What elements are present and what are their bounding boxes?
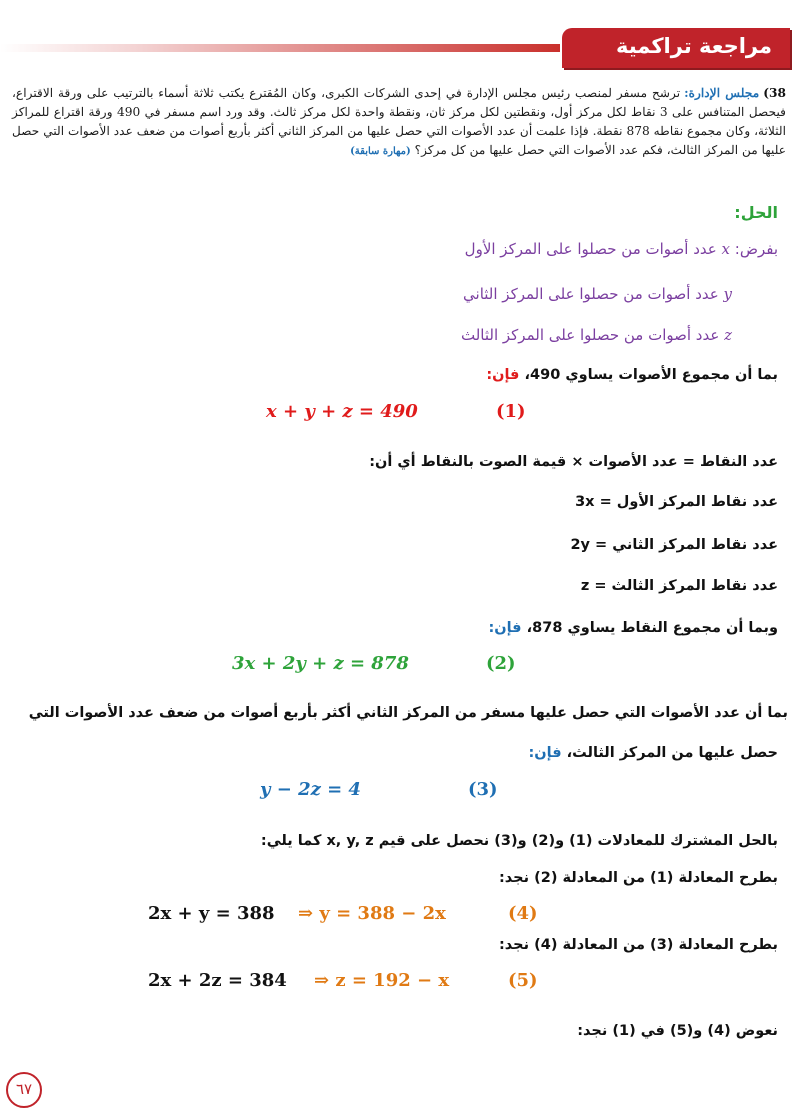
total-votes-line (486, 367, 778, 383)
points-third: عدد نقاط المركز الثالث = z (580, 578, 778, 594)
equation-5-number: (5) (508, 970, 538, 991)
substitute-text: نعوض (4) و(5) في (1) نجد: (577, 1023, 778, 1039)
equation-5-right: ⇒ z = 192 − x (314, 970, 450, 991)
condition-line-1: بما أن عدد الأصوات التي حصل عليها مسفر من المركز الثاني أكثر بأربع أصوات من ضعف عدد الأصوات التي (28, 705, 788, 721)
points-rule: عدد النقاط = عدد الأصوات × قيمة الصوت بالنقاط أي أن: (369, 454, 778, 470)
condition-line-2: حصل عليها من المركز الثالث، فإن: (528, 745, 778, 761)
equation-2: 3x + 2y + z = 878 (232, 653, 409, 674)
var-z: z (724, 326, 732, 344)
total-points-text: وبما أن مجموع النقاط يساوي 878، (526, 620, 778, 636)
assume-x-text: عدد أصوات من حصلوا على المركز الأول (464, 240, 717, 258)
step1-text: بطرح المعادلة (1) من المعادلة (2) نجد: (498, 870, 778, 886)
skill-tag: (مهارة سابقة) (350, 146, 411, 157)
equation-3: y − 2z = 4 (260, 779, 361, 800)
var-x: x (721, 240, 730, 258)
equation-3-number: (3) (468, 779, 498, 800)
then-word: فإن: (486, 367, 520, 383)
equation-4-number: (4) (508, 903, 538, 924)
assume-prefix: بفرض: (734, 240, 778, 258)
equation-1: x + y + z = 490 (266, 401, 418, 422)
step2-text: بطرح المعادلة (3) من المعادلة (4) نجد: (498, 937, 778, 953)
points-first: عدد نقاط المركز الأول = 3x (575, 494, 778, 510)
equation-1-number: (1) (496, 401, 526, 422)
page-number: ٦٧ (6, 1072, 42, 1108)
system-text: بالحل المشترك للمعادلات (1) و(2) و(3) نحصل على قيم x, y, z كما يلي: (260, 833, 778, 849)
equation-4-right: ⇒ y = 388 − 2x (298, 903, 446, 924)
total-votes-text: بما أن مجموع الأصوات يساوي 490، (524, 367, 778, 383)
equation-4-left: 2x + y = 388 (148, 903, 275, 924)
var-y: y (723, 285, 732, 303)
solution-heading: الحل: (734, 203, 778, 222)
assume-x-line (465, 240, 778, 258)
problem-text: ترشح مسفر لمنصب رئيس مجلس الإدارة في إحدى الشركات الكبرى، وكان المُقترع يكتب ثلاثة أسماء بالترتيب على ورقة الاقتراع، فيحصل المتنافس على 3 نقاط لكل مركز أول، ونقطتين لكل مركز ثان، ونقطة واحدة لكل مركز ثالث. وقد ورد اسم مسفر في 490 ورقة اقتراع للمراكز الثلاثة، وكان مجموع نقاطه 878 نقطة. فإذا علمت أن عدد الأصوات التي حصل عليها من المركز الثاني أكثر بأربع أصوات من ضعف عدد الأصوات التي حصل عليها من المركز الثالث، فكم عدد الأصوات التي حصل عليها من كل مركز؟ (12, 86, 786, 157)
section-title: مراجعة تراكمية (562, 28, 790, 68)
problem-title: مجلس الإدارة: (684, 86, 760, 100)
assume-y-line (463, 285, 732, 303)
then-word-3: فإن: (528, 745, 562, 761)
equation-2-number: (2) (486, 653, 516, 674)
problem-statement (12, 84, 786, 161)
assume-z-line (461, 326, 732, 344)
header-rule (0, 44, 560, 52)
problem-number: 38) (763, 86, 786, 100)
total-points-line (488, 620, 778, 636)
assume-z-text: عدد أصوات من حصلوا على المركز الثالث (460, 326, 720, 344)
assume-y-text: عدد أصوات من حصلوا على المركز الثاني (463, 285, 719, 303)
points-second: عدد نقاط المركز الثاني = 2y (570, 537, 778, 553)
then-word-2: فإن: (488, 620, 522, 636)
equation-5-left: 2x + 2z = 384 (148, 970, 287, 991)
